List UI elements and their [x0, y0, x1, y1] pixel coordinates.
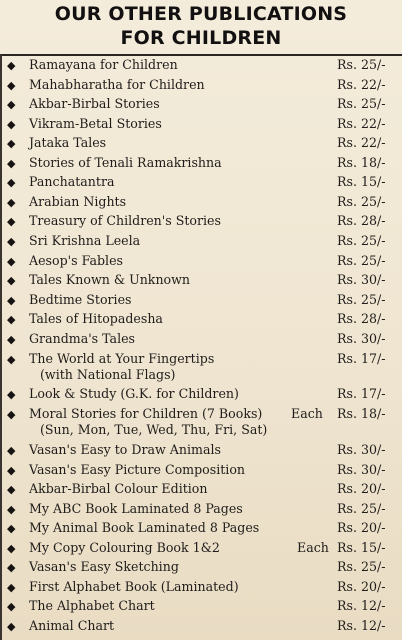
item-title: My Animal Book Laminated 8 Pages: [29, 520, 260, 535]
list-item: [0, 406, 402, 437]
diamond-bullet-icon: ◆: [7, 235, 16, 248]
item-title: Jataka Tales: [29, 135, 107, 150]
diamond-bullet-icon: ◆: [7, 196, 16, 209]
item-title: Mahabharatha for Children: [29, 77, 205, 92]
list-item: [0, 57, 402, 77]
item-each-label: Each: [297, 540, 329, 555]
list-item: [0, 351, 402, 382]
item-price: Rs. 30/-: [337, 331, 386, 346]
list-item: [0, 481, 402, 501]
item-title: Panchatantra: [29, 174, 115, 189]
item-price: Rs. 20/-: [337, 481, 386, 496]
diamond-bullet-icon: ◆: [7, 215, 16, 228]
list-item: [0, 194, 402, 214]
list-item: [0, 579, 402, 599]
diamond-bullet-icon: ◆: [7, 444, 16, 457]
item-price: Rs. 25/-: [337, 96, 386, 111]
item-price: Rs. 12/-: [337, 598, 386, 613]
item-subtitle: (with National Flags): [40, 367, 176, 382]
item-title: Look & Study (G.K. for Children): [29, 386, 239, 401]
item-price: Rs. 17/-: [337, 386, 386, 401]
item-price: Rs. 18/-: [337, 406, 386, 421]
page-title: [0, 2, 402, 50]
diamond-bullet-icon: ◆: [7, 274, 16, 287]
item-price: Rs. 22/-: [337, 135, 386, 150]
diamond-bullet-icon: ◆: [7, 542, 16, 555]
diamond-bullet-icon: ◆: [7, 600, 16, 613]
item-each-label: Each: [291, 406, 323, 421]
item-title: Moral Stories for Children (7 Books): [29, 406, 263, 421]
diamond-bullet-icon: ◆: [7, 118, 16, 131]
list-item: [0, 618, 402, 638]
item-title: Vasan's Easy Picture Composition: [29, 462, 246, 477]
diamond-bullet-icon: ◆: [7, 98, 16, 111]
list-item: [0, 155, 402, 175]
list-item: [0, 442, 402, 462]
item-price: Rs. 25/-: [337, 559, 386, 574]
diamond-bullet-icon: ◆: [7, 59, 16, 72]
diamond-bullet-icon: ◆: [7, 483, 16, 496]
diamond-bullet-icon: ◆: [7, 255, 16, 268]
diamond-bullet-icon: ◆: [7, 157, 16, 170]
item-title: Grandma's Tales: [29, 331, 136, 346]
item-title: Arabian Nights: [29, 194, 127, 209]
diamond-bullet-icon: ◆: [7, 408, 16, 421]
item-price: Rs. 22/-: [337, 116, 386, 131]
item-price: Rs. 15/-: [337, 174, 386, 189]
diamond-bullet-icon: ◆: [7, 561, 16, 574]
item-price: Rs. 20/-: [337, 520, 386, 535]
item-price: Rs. 25/-: [337, 57, 386, 72]
diamond-bullet-icon: ◆: [7, 620, 16, 633]
list-item: [0, 272, 402, 292]
item-title: Vikram-Betal Stories: [29, 116, 162, 131]
title-line-1: OUR OTHER PUBLICATIONS: [54, 3, 348, 25]
list-item: [0, 520, 402, 540]
item-price: Rs. 15/-: [337, 540, 386, 555]
header-divider: [0, 54, 402, 56]
item-title: The World at Your Fingertips: [29, 351, 215, 366]
list-item: [0, 311, 402, 331]
list-item: [0, 331, 402, 351]
diamond-bullet-icon: ◆: [7, 313, 16, 326]
item-title: Tales of Hitopadesha: [29, 311, 163, 326]
item-price: Rs. 25/-: [337, 233, 386, 248]
diamond-bullet-icon: ◆: [7, 294, 16, 307]
item-title: Vasan's Easy to Draw Animals: [29, 442, 221, 457]
item-price: Rs. 17/-: [337, 351, 386, 366]
item-title: The Alphabet Chart: [29, 598, 155, 613]
list-item: [0, 559, 402, 579]
item-price: Rs. 25/-: [337, 292, 386, 307]
list-item: [0, 213, 402, 233]
list-item: [0, 462, 402, 482]
item-title: Sri Krishna Leela: [29, 233, 141, 248]
list-item: [0, 174, 402, 194]
item-title: Stories of Tenali Ramakrishna: [29, 155, 222, 170]
list-item: [0, 233, 402, 253]
item-price: Rs. 18/-: [337, 155, 386, 170]
diamond-bullet-icon: ◆: [7, 137, 16, 150]
item-price: Rs. 25/-: [337, 194, 386, 209]
diamond-bullet-icon: ◆: [7, 522, 16, 535]
item-price: Rs. 30/-: [337, 272, 386, 287]
item-title: Aesop's Fables: [29, 253, 123, 268]
item-title: Akbar-Birbal Stories: [29, 96, 160, 111]
list-item: [0, 77, 402, 97]
diamond-bullet-icon: ◆: [7, 333, 16, 346]
item-price: Rs. 28/-: [337, 311, 386, 326]
item-price: Rs. 22/-: [337, 77, 386, 92]
item-title: Bedtime Stories: [29, 292, 132, 307]
title-line-2: FOR CHILDREN: [120, 27, 282, 49]
item-title: Animal Chart: [29, 618, 115, 633]
item-price: Rs. 30/-: [337, 442, 386, 457]
diamond-bullet-icon: ◆: [7, 79, 16, 92]
diamond-bullet-icon: ◆: [7, 353, 16, 366]
item-price: Rs. 20/-: [337, 579, 386, 594]
list-item: [0, 386, 402, 406]
item-title: Treasury of Children's Stories: [29, 213, 221, 228]
item-title: Akbar-Birbal Colour Edition: [29, 481, 208, 496]
item-title: Ramayana for Children: [29, 57, 178, 72]
list-item: [0, 253, 402, 273]
list-item: [0, 96, 402, 116]
diamond-bullet-icon: ◆: [7, 581, 16, 594]
item-title: Tales Known & Unknown: [29, 272, 191, 287]
item-title: My ABC Book Laminated 8 Pages: [29, 501, 243, 516]
item-title: My Copy Colouring Book 1&2: [29, 540, 220, 555]
diamond-bullet-icon: ◆: [7, 388, 16, 401]
list-item: [0, 135, 402, 155]
list-item: [0, 540, 402, 560]
list-item: [0, 598, 402, 618]
item-subtitle: (Sun, Mon, Tue, Wed, Thu, Fri, Sat): [40, 422, 268, 437]
item-price: Rs. 25/-: [337, 501, 386, 516]
item-price: Rs. 30/-: [337, 462, 386, 477]
list-item: [0, 292, 402, 312]
diamond-bullet-icon: ◆: [7, 503, 16, 516]
diamond-bullet-icon: ◆: [7, 176, 16, 189]
list-item: [0, 501, 402, 521]
item-price: Rs. 12/-: [337, 618, 386, 633]
diamond-bullet-icon: ◆: [7, 464, 16, 477]
item-price: Rs. 25/-: [337, 253, 386, 268]
item-title: Vasan's Easy Sketching: [29, 559, 179, 574]
item-price: Rs. 28/-: [337, 213, 386, 228]
list-item: [0, 116, 402, 136]
item-title: First Alphabet Book (Laminated): [29, 579, 239, 594]
